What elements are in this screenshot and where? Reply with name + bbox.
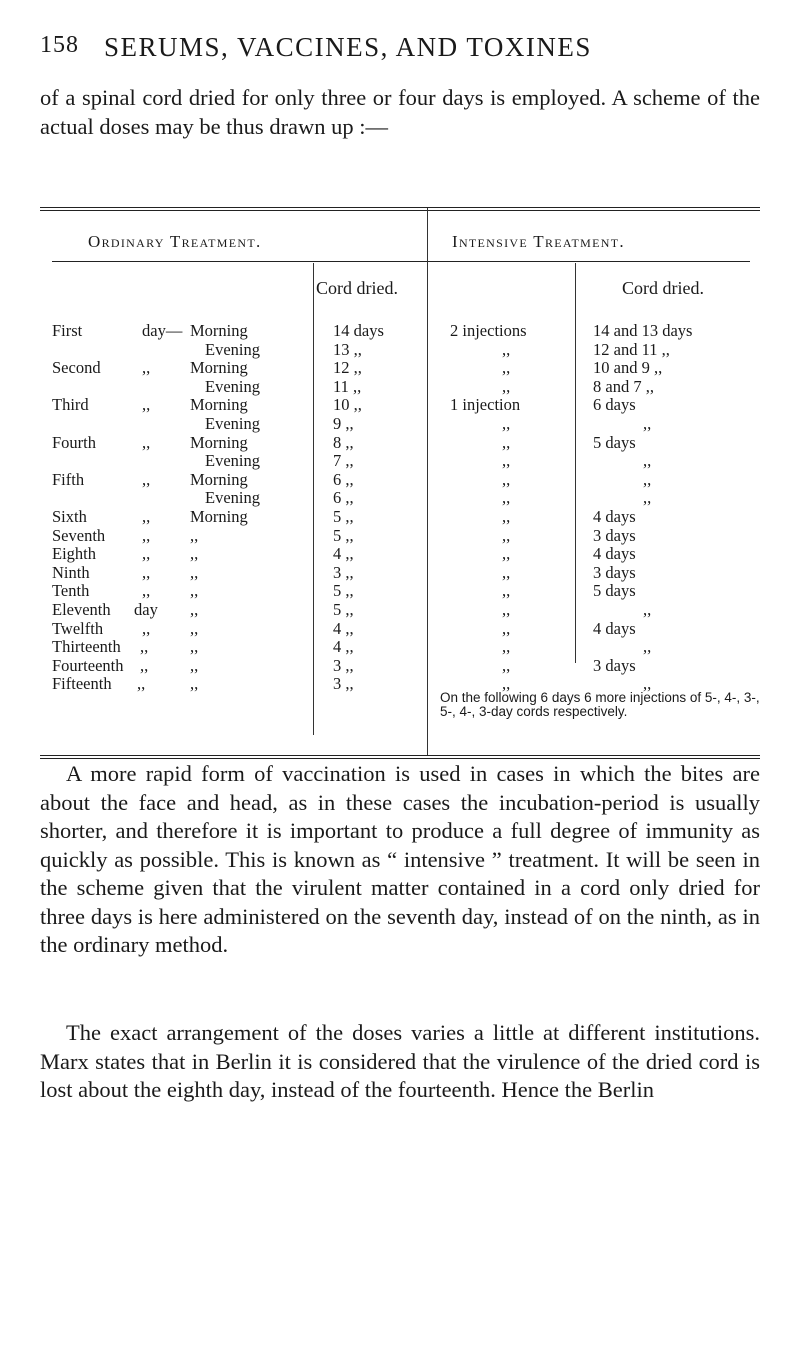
- cell-intensive-cord: 5 days: [593, 432, 636, 452]
- cell-injections: ,,: [502, 507, 511, 526]
- cell-session: Morning: [190, 358, 248, 378]
- cell-intensive-cord: 14 and 13 days: [593, 321, 693, 340]
- cell-session: ,,: [190, 655, 199, 675]
- cell-ordinary-cord: 6 ,,: [333, 488, 354, 508]
- cell-ordinary-cord: 5 ,,: [333, 525, 354, 545]
- cell-day-ditto: ,,: [142, 507, 151, 526]
- cell-session: Evening: [205, 414, 260, 433]
- cell-ordinary-cord: 6 ,,: [333, 469, 354, 489]
- cell-ordinary-cord: 4 ,,: [333, 637, 354, 657]
- cell-injections: ,,: [502, 562, 511, 582]
- table-top-rule: [40, 207, 760, 208]
- paragraph-exact-arrangement: The exact arrangement of the doses varies a little at different institutions. Marx states that in Berlin it is considered that the virulence of the dried cord is lost about the eighth day, instead of the fourteenth. Hence the Berlin: [40, 1020, 760, 1102]
- cell-intensive-cord: 3 days: [593, 525, 636, 545]
- cell-ordinary-cord: 7 ,,: [333, 451, 354, 471]
- cell-day-ditto: ,,: [140, 637, 149, 657]
- cell-injections: ,,: [502, 618, 511, 638]
- cell-ordinary-cord: 3 ,,: [333, 674, 354, 694]
- cell-injections: ,,: [502, 581, 511, 601]
- cell-session: Morning: [190, 321, 248, 340]
- cell-intensive-cord: ,,: [643, 414, 652, 433]
- cell-intensive-cord: 3 days: [593, 562, 636, 582]
- cell-ordinary-cord: 3 ,,: [333, 655, 354, 675]
- ordinary-column-divider: [313, 263, 314, 735]
- cell-session: ,,: [190, 618, 199, 638]
- cell-session: Evening: [205, 451, 260, 471]
- cell-session: ,,: [190, 525, 199, 545]
- page-header: [40, 32, 760, 66]
- cell-intensive-cord: 6 days: [593, 395, 636, 415]
- cell-session: Morning: [190, 469, 248, 489]
- table-bottom-rule-inner: [40, 758, 760, 759]
- cell-day-ditto: ,,: [142, 525, 151, 545]
- cell-injections: ,,: [502, 637, 511, 657]
- cell-day-ditto: ,,: [142, 432, 151, 452]
- cell-ordinary-cord: 3 ,,: [333, 562, 354, 582]
- intensive-cord-dried-header: Cord dried.: [622, 278, 704, 298]
- table-top-rule-inner: [40, 210, 760, 211]
- cell-day: Twelfth: [52, 618, 104, 638]
- cell-day: Eleventh: [52, 600, 111, 619]
- table-bottom-rule: [40, 755, 760, 756]
- cell-ordinary-cord: 8 ,,: [333, 432, 354, 452]
- ordinary-cord-dried-header: Cord dried.: [316, 278, 398, 298]
- cell-injections: ,,: [502, 544, 511, 564]
- cell-ordinary-cord: 11 ,,: [333, 376, 362, 396]
- cell-day: Second: [52, 358, 101, 378]
- cell-day: First: [52, 321, 83, 340]
- cell-day: Fourteenth: [52, 655, 124, 675]
- cell-injections: ,,: [502, 488, 511, 508]
- cell-day-ditto: ,,: [142, 358, 151, 378]
- cell-intensive-cord: ,,: [643, 637, 652, 657]
- cell-session: Morning: [190, 507, 248, 526]
- cell-day: Sixth: [52, 507, 87, 526]
- cell-ordinary-cord: 4 ,,: [333, 618, 354, 638]
- cell-ordinary-cord: 14 days: [333, 321, 384, 340]
- cell-day-ditto: ,,: [142, 469, 151, 489]
- cell-session: ,,: [190, 562, 199, 582]
- cell-ordinary-cord: 4 ,,: [333, 544, 354, 564]
- table-head-rule: [52, 261, 750, 262]
- cell-intensive-cord: ,,: [643, 451, 652, 471]
- cell-injections: ,,: [502, 655, 511, 675]
- cell-day-ditto: ,,: [142, 618, 151, 638]
- cell-ordinary-cord: 13 ,,: [333, 339, 362, 359]
- cell-day: Seventh: [52, 525, 106, 545]
- intro-paragraph: of a spinal cord dried for only three or four days is employed. A scheme of the actual doses may be thus drawn up :—: [40, 85, 760, 139]
- cell-day: Tenth: [52, 581, 90, 601]
- cell-intensive-cord: 12 and 11 ,,: [593, 339, 670, 359]
- cell-intensive-cord: 3 days: [593, 655, 636, 675]
- intensive-column-divider: [575, 263, 576, 663]
- cell-intensive-cord: ,,: [643, 488, 652, 508]
- page-number: 158: [40, 32, 79, 58]
- cell-day-ditto: ,,: [140, 655, 149, 675]
- cell-ordinary-cord: 5 ,,: [333, 600, 354, 619]
- cell-injections: ,,: [502, 358, 511, 378]
- cell-ordinary-cord: 12 ,,: [333, 358, 362, 378]
- cell-ordinary-cord: 5 ,,: [333, 581, 354, 601]
- cell-intensive-cord: 4 days: [593, 544, 636, 564]
- cell-injections: 2 injections: [450, 321, 527, 340]
- cell-day-ditto: ,,: [142, 395, 151, 415]
- cell-day: Thirteenth: [52, 637, 121, 657]
- cell-injections: ,,: [502, 525, 511, 545]
- cell-intensive-cord: 4 days: [593, 507, 636, 526]
- table-section-divider: [427, 208, 428, 756]
- cell-session: ,,: [190, 637, 199, 657]
- cell-injections: ,,: [502, 469, 511, 489]
- cell-intensive-cord: ,,: [643, 674, 652, 694]
- cell-injections: ,,: [502, 600, 511, 619]
- cell-injections: 1 injection: [450, 395, 521, 415]
- cell-day: Fifteenth: [52, 674, 112, 694]
- cell-injections: ,,: [502, 414, 511, 433]
- cell-injections: ,,: [502, 339, 511, 359]
- running-title: SERUMS, VACCINES, AND TOXINES: [104, 32, 592, 62]
- cell-day: Ninth: [52, 562, 90, 582]
- cell-day: Fourth: [52, 432, 97, 452]
- cell-day-ditto: ,,: [137, 674, 146, 694]
- cell-day-ditto: ,,: [142, 562, 151, 582]
- cell-injections: ,,: [502, 376, 511, 396]
- cell-day-ditto: day—: [142, 321, 183, 340]
- cell-day: Fifth: [52, 469, 85, 489]
- cell-day-ditto: day: [134, 600, 158, 619]
- cell-session: Evening: [205, 376, 260, 396]
- cell-ordinary-cord: 9 ,,: [333, 414, 354, 433]
- cell-intensive-cord: 10 and 9 ,,: [593, 358, 663, 378]
- cell-ordinary-cord: 10 ,,: [333, 395, 362, 415]
- intensive-treatment-heading: Intensive Treatment.: [452, 232, 625, 251]
- ordinary-treatment-heading: Ordinary Treatment.: [88, 232, 262, 251]
- cell-day: Eighth: [52, 544, 96, 564]
- cell-ordinary-cord: 5 ,,: [333, 507, 354, 526]
- cell-session: Evening: [205, 339, 260, 359]
- cell-intensive-cord: ,,: [643, 600, 652, 619]
- cell-day: Third: [52, 395, 89, 415]
- cell-session: ,,: [190, 544, 199, 564]
- cell-injections: ,,: [502, 432, 511, 452]
- cell-session: Morning: [190, 395, 248, 415]
- cell-session: ,,: [190, 581, 199, 601]
- cell-session: ,,: [190, 600, 199, 619]
- cell-intensive-cord: 5 days: [593, 581, 636, 601]
- table-footnote: On the following 6 days 6 more injections of 5-, 4-, 3-, 5-, 4-, 3-day cords respectively.: [440, 690, 760, 719]
- cell-intensive-cord: 4 days: [593, 618, 636, 638]
- cell-session: ,,: [190, 674, 199, 694]
- cell-injections: ,,: [502, 674, 511, 694]
- paragraph-rapid-vaccination: A more rapid form of vaccination is used in cases in which the bites are about the face and head, as in these cases the incubation-period is usually shorter, and therefore it is important to produce a full degree of immunity as quickly as possible. This is known as “ intensive ” treatment. It will be seen in the scheme given that the virulent matter contained in a cord only dried for three days is here administered on the seventh day, instead of on the ninth, as in the ordinary method.: [40, 761, 760, 957]
- cell-session: Morning: [190, 432, 248, 452]
- cell-session: Evening: [205, 488, 260, 508]
- cell-intensive-cord: 8 and 7 ,,: [593, 376, 654, 396]
- cell-day-ditto: ,,: [142, 581, 151, 601]
- cell-injections: ,,: [502, 451, 511, 471]
- cell-intensive-cord: ,,: [643, 469, 652, 489]
- cell-day-ditto: ,,: [142, 544, 151, 564]
